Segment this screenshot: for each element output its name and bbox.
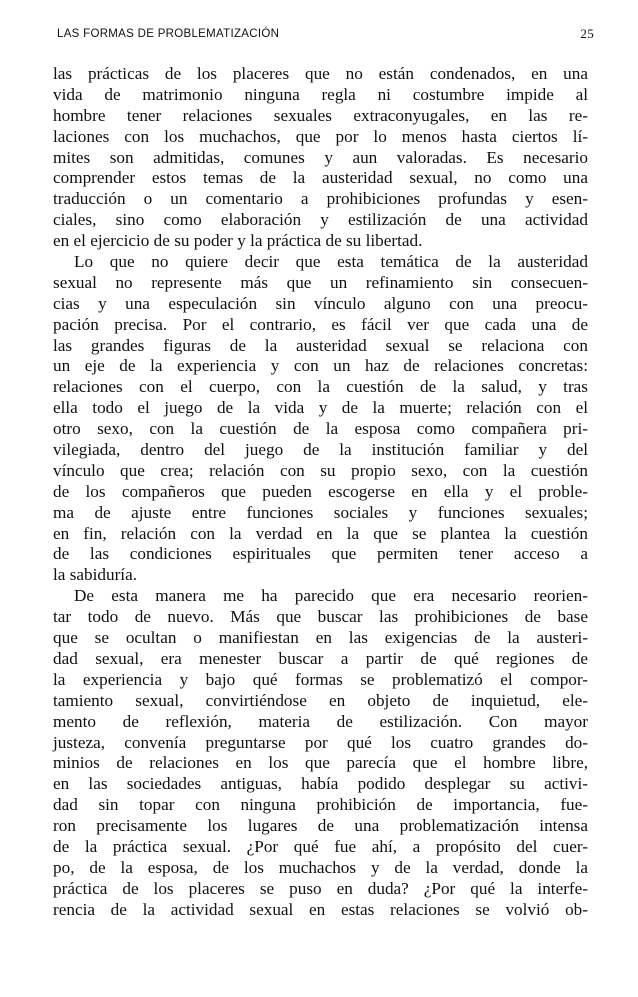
text-line: De esta manera me ha parecido que era necesario reorien- <box>74 586 588 606</box>
text-line: tar todo de nuevo. Más que buscar las prohibiciones de base <box>53 607 588 627</box>
text-line: que se ocultan o manifiestan en las exigencias de la austeri- <box>53 628 588 648</box>
text-line: un eje de la experiencia y con un haz de relaciones concretas: <box>53 356 588 376</box>
paragraph <box>53 586 588 920</box>
text-line: justeza, convenía preguntarse por qué los cuatro grandes do- <box>53 732 588 752</box>
text-line: Lo que no quiere decir que esta temática de la austeridad <box>74 252 588 272</box>
text-line: en fin, relación con la verdad en la que se plantea la cuestión <box>53 523 588 543</box>
text-line: las grandes figuras de la austeridad sexual se relaciona con <box>53 335 588 355</box>
text-line: ma de ajuste entre funciones sociales y funciones sexuales; <box>53 502 588 522</box>
text-line: ella todo el juego de la vida y de la muerte; relación con el <box>53 398 588 418</box>
text-line: sexual no represente más que un refinamiento sin consecuen- <box>53 272 588 292</box>
text-line: de los compañeros que pueden escogerse en ella y el proble- <box>53 481 588 501</box>
text-line: en las sociedades antiguas, había podido desplegar su activi- <box>53 774 588 794</box>
text-line: hombre tener relaciones sexuales extraconyugales, en las re- <box>53 105 588 125</box>
text-line: tamiento sexual, convirtiéndose en objeto de inquietud, ele- <box>53 690 588 710</box>
text-line: traducción o un comentario a prohibiciones profundas y esen- <box>53 189 588 209</box>
text-line: comprender estos temas de la austeridad sexual, no como una <box>53 168 588 188</box>
text-line: laciones con los muchachos, que por lo menos hasta ciertos lí- <box>53 126 588 146</box>
text-line: la sabiduría. <box>53 565 137 585</box>
body-text <box>53 64 588 921</box>
text-line: ciales, sino como elaboración y estilización de una actividad <box>53 210 588 230</box>
text-line: relaciones con el cuerpo, con la cuestión de la salud, y tras <box>53 377 588 397</box>
text-line: mites son admitidas, comunes y aun valoradas. Es necesario <box>53 147 588 167</box>
text-line: práctica de los placeres se puso en duda? ¿Por qué la interfe- <box>53 878 588 898</box>
text-line: minios de relaciones en los que parecía que el hombre libre, <box>53 753 588 773</box>
text-line: mento de reflexión, materia de estilización. Con mayor <box>53 711 588 731</box>
running-head <box>51 26 594 46</box>
text-line: vida de matrimonio ninguna regla ni costumbre impide al <box>53 84 588 104</box>
page-number: 25 <box>580 26 594 41</box>
paragraph <box>53 64 588 252</box>
text-line: cias y una especulación sin vínculo alguno con una preocu- <box>53 293 588 313</box>
text-line: la experiencia y bajo qué formas se problematizó el compor- <box>53 669 588 689</box>
paragraph <box>53 252 588 586</box>
text-line: otro sexo, con la cuestión de la esposa como compañera pri- <box>53 419 588 439</box>
text-line: dad sexual, era menester buscar a partir de qué regiones de <box>53 648 588 668</box>
text-line: po, de la esposa, de los muchachos y de la verdad, donde la <box>53 857 588 877</box>
text-line: de la práctica sexual. ¿Por qué fue ahí, a propósito del cuer- <box>53 836 588 856</box>
text-line: de las condiciones espirituales que permiten tener acceso a <box>53 544 588 564</box>
text-line: vilegiada, dentro del juego de la institución familiar y del <box>53 440 588 460</box>
text-line: ron precisamente los lugares de una problematización intensa <box>53 816 588 836</box>
text-line: dad sin topar con ninguna prohibición de importancia, fue- <box>53 795 588 815</box>
text-line: pación precisa. Por el contrario, es fácil ver que cada una de <box>53 314 588 334</box>
running-head-title: LAS FORMAS DE PROBLEMATIZACIÓN <box>57 28 280 40</box>
text-line: rencia de la actividad sexual en estas relaciones se volvió ob- <box>53 899 588 919</box>
text-line: las prácticas de los placeres que no están condenados, en una <box>53 64 588 83</box>
text-line: en el ejercicio de su poder y la práctica de su libertad. <box>53 231 423 251</box>
text-line: vínculo que crea; relación con su propio sexo, con la cuestión <box>53 460 588 480</box>
